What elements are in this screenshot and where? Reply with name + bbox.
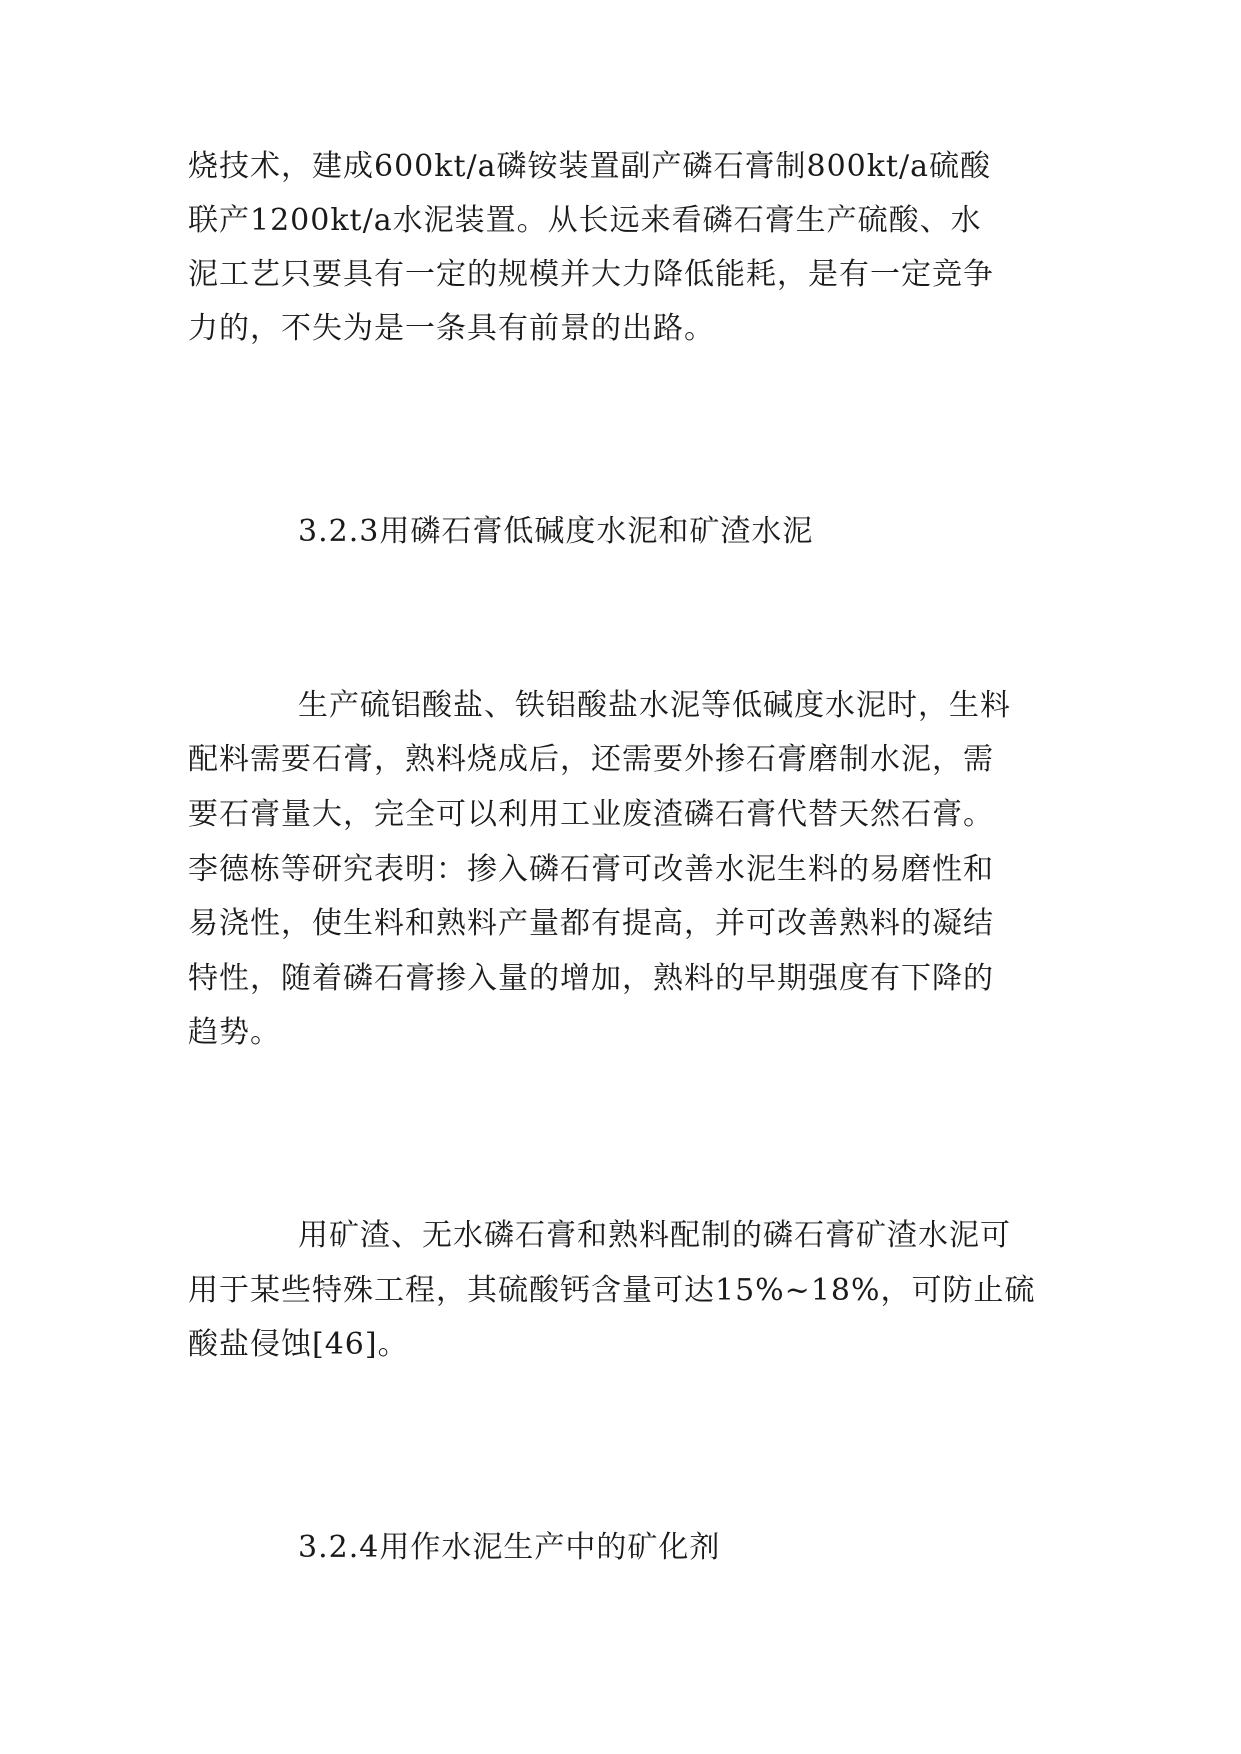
paragraph-1-line-2: 联产1200kt/a水泥装置。从长远来看磷石膏生产硫酸、水	[188, 203, 982, 238]
paragraph-2-line-1: 生产硫铝酸盐、铁铝酸盐水泥等低碱度水泥时，生料	[298, 688, 1011, 723]
paragraph-3-line-3: 酸盐侵蚀[46]。	[188, 1327, 409, 1362]
paragraph-1-line-1: 烧技术，建成600kt/a磷铵装置副产磷石膏制800kt/a硫酸	[188, 149, 991, 184]
paragraph-1-line-3: 泥工艺只要具有一定的规模并大力降低能耗，是有一定竞争	[188, 257, 994, 292]
paragraph-2-line-3: 要石膏量大，完全可以利用工业废渣磷石膏代替天然石膏。	[188, 797, 994, 832]
paragraph-2-line-2: 配料需要石膏，熟料烧成后，还需要外掺石膏磨制水泥，需	[188, 742, 994, 777]
paragraph-3-line-2: 用于某些特殊工程，其硫酸钙含量可达15%~18%，可防止硫	[188, 1273, 1036, 1308]
paragraph-2-line-6: 特性，随着磷石膏掺入量的增加，熟料的早期强度有下降的	[188, 961, 994, 996]
paragraph-3-line-1: 用矿渣、无水磷石膏和熟料配制的磷石膏矿渣水泥可	[298, 1218, 1011, 1253]
paragraph-2-line-7: 趋势。	[188, 1015, 281, 1050]
paragraph-2-line-4: 李德栋等研究表明：掺入磷石膏可改善水泥生料的易磨性和	[188, 852, 994, 887]
section-heading-3-2-3: 3.2.3用磷石膏低碱度水泥和矿渣水泥	[298, 514, 814, 549]
section-heading-3-2-4: 3.2.4用作水泥生产中的矿化剂	[298, 1530, 721, 1565]
paragraph-2-line-5: 易浇性，使生料和熟料产量都有提高，并可改善熟料的凝结	[188, 906, 994, 941]
paragraph-1-line-4: 力的，不失为是一条具有前景的出路。	[188, 311, 715, 346]
